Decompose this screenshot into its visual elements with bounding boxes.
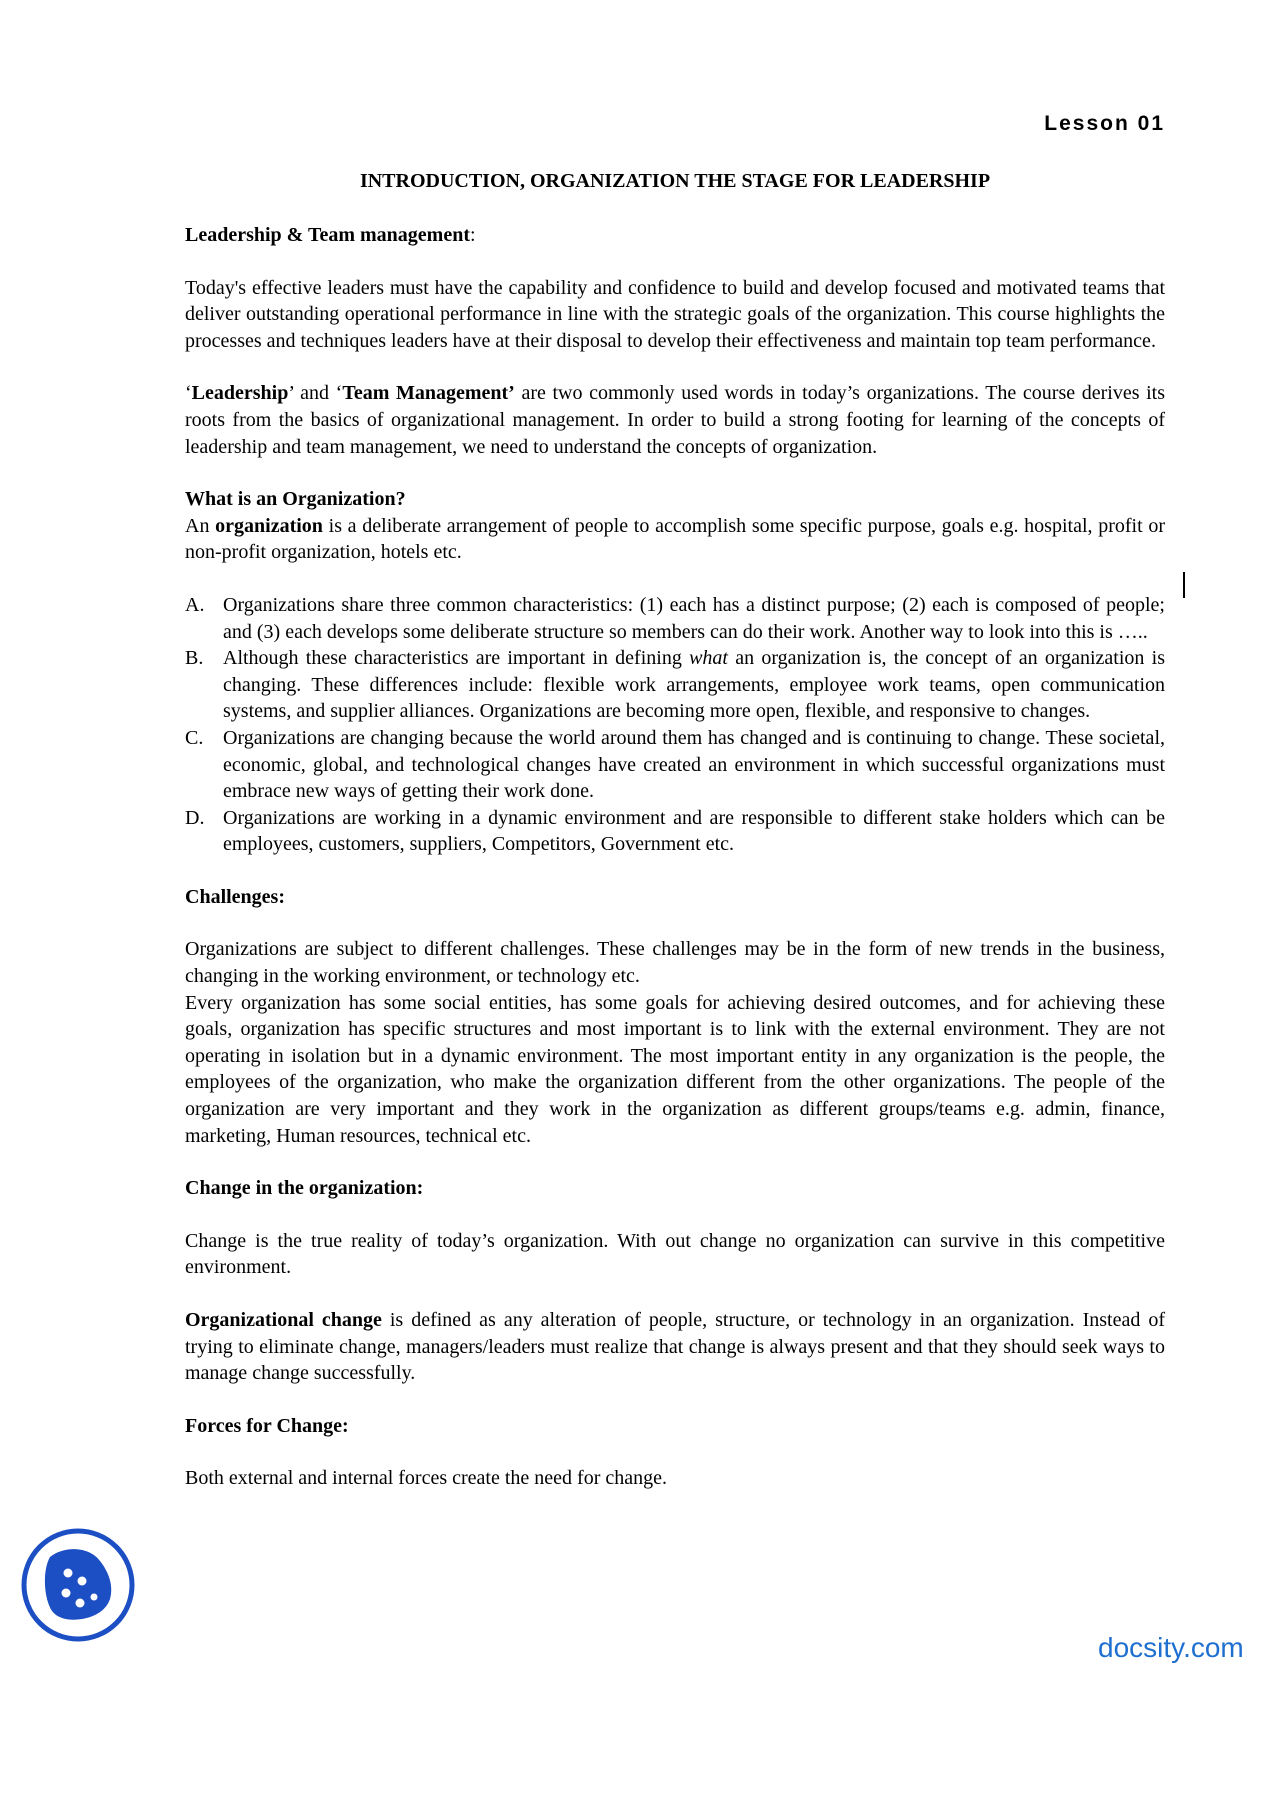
paragraph-change-1: Change is the true reality of today’s organization. With out change no organization can survive in this competitive environment.: [185, 1229, 1165, 1279]
section-heading-forces: Forces for Change:: [185, 1414, 349, 1437]
paragraph-organization-definition: An organization is a deliberate arrangement of people to accomplish some specific purpose, goals e.g. hospital, profit or non-profit organization, hotels etc.: [185, 514, 1165, 564]
section-heading-what-is-organization: What is an Organization?: [185, 488, 406, 511]
section-heading-challenges: Challenges:: [185, 885, 285, 908]
paragraph-leadership-team-management: ‘Leadership’ and ‘Team Management’ are two commonly used words in today’s organizations. The course derives its roots from the basics of organizational management. In order to build a strong footing for learning of the concepts of leadership and team management, we need to understand the concepts of organization.: [185, 382, 1165, 458]
paragraph-organizational-change: Organizational change is defined as any alteration of people, structure, or technology in an organization. Instead of trying to eliminate change, managers/leaders must realize that change is always present and that they should seek ways to manage change successfully.: [185, 1309, 1166, 1385]
paragraph-challenges-1: Organizations are subject to different challenges. These challenges may be in the form of new trends in the business, changing in the working environment, or technology etc.: [185, 938, 1165, 988]
list-item: D. Organizations are working in a dynamic environment and are responsible to different stake holders which can be employees, customers, suppliers, Competitors, Government etc.: [185, 806, 1165, 856]
characteristics-list: [185, 592, 1165, 858]
paragraph-forces: Both external and internal forces create the need for change.: [185, 1467, 667, 1490]
revision-bar: [1183, 572, 1185, 598]
list-item: C. Organizations are changing because the world around them has changed and is continuing to change. These societal, economic, global, and technological changes have created an environment in which successful organizations must embrace new ways of getting their work done.: [185, 726, 1165, 803]
docsity-logo-icon: [20, 1527, 136, 1643]
docsity-brand-link[interactable]: docsity.com: [1098, 1632, 1244, 1663]
section-heading-leadership: Leadership & Team management:: [185, 224, 476, 246]
paragraph-effective-leaders: Today's effective leaders must have the capability and confidence to build and develop focused and motivated teams that deliver outstanding operational performance in line with the strategic goals of the organization. This course highlights the processes and techniques leaders have at their disposal to develop their effectiveness and maintain top team performance.: [185, 276, 1165, 352]
lesson-label: Lesson 01: [1044, 112, 1165, 135]
list-item: B. Although these characteristics are important in defining what an organization is, the concept of an organization is changing. These differences include: flexible work arrangements, employee work teams, open communication systems, and supplier alliances. Organizations are becoming more open, flexible, and responsive to changes.: [185, 647, 1165, 723]
list-item: A. Organizations share three common characteristics: (1) each has a distinct purpose; (2) each is composed of people; and (3) each develops some deliberate structure so members can do their work. Another way to look into this is …..: [185, 593, 1165, 643]
page-title: INTRODUCTION, ORGANIZATION THE STAGE FOR LEADERSHIP: [359, 170, 991, 192]
document-body: [185, 222, 1165, 1518]
section-heading-change: Change in the organization:: [185, 1177, 424, 1200]
paragraph-challenges-2: Every organization has some social entities, has some goals for achieving desired outcomes, and for achieving these goals, organization has specific structures and most important is to link with the external environment. They are not operating in isolation but in a dynamic environment. The most important entity in any organization is the people, the employees of the organization, who make the organization different from the other organizations. The people of the organization are very important and they work in the organization as different groups/teams e.g. admin, finance, marketing, Human resources, technical etc.: [185, 991, 1165, 1147]
